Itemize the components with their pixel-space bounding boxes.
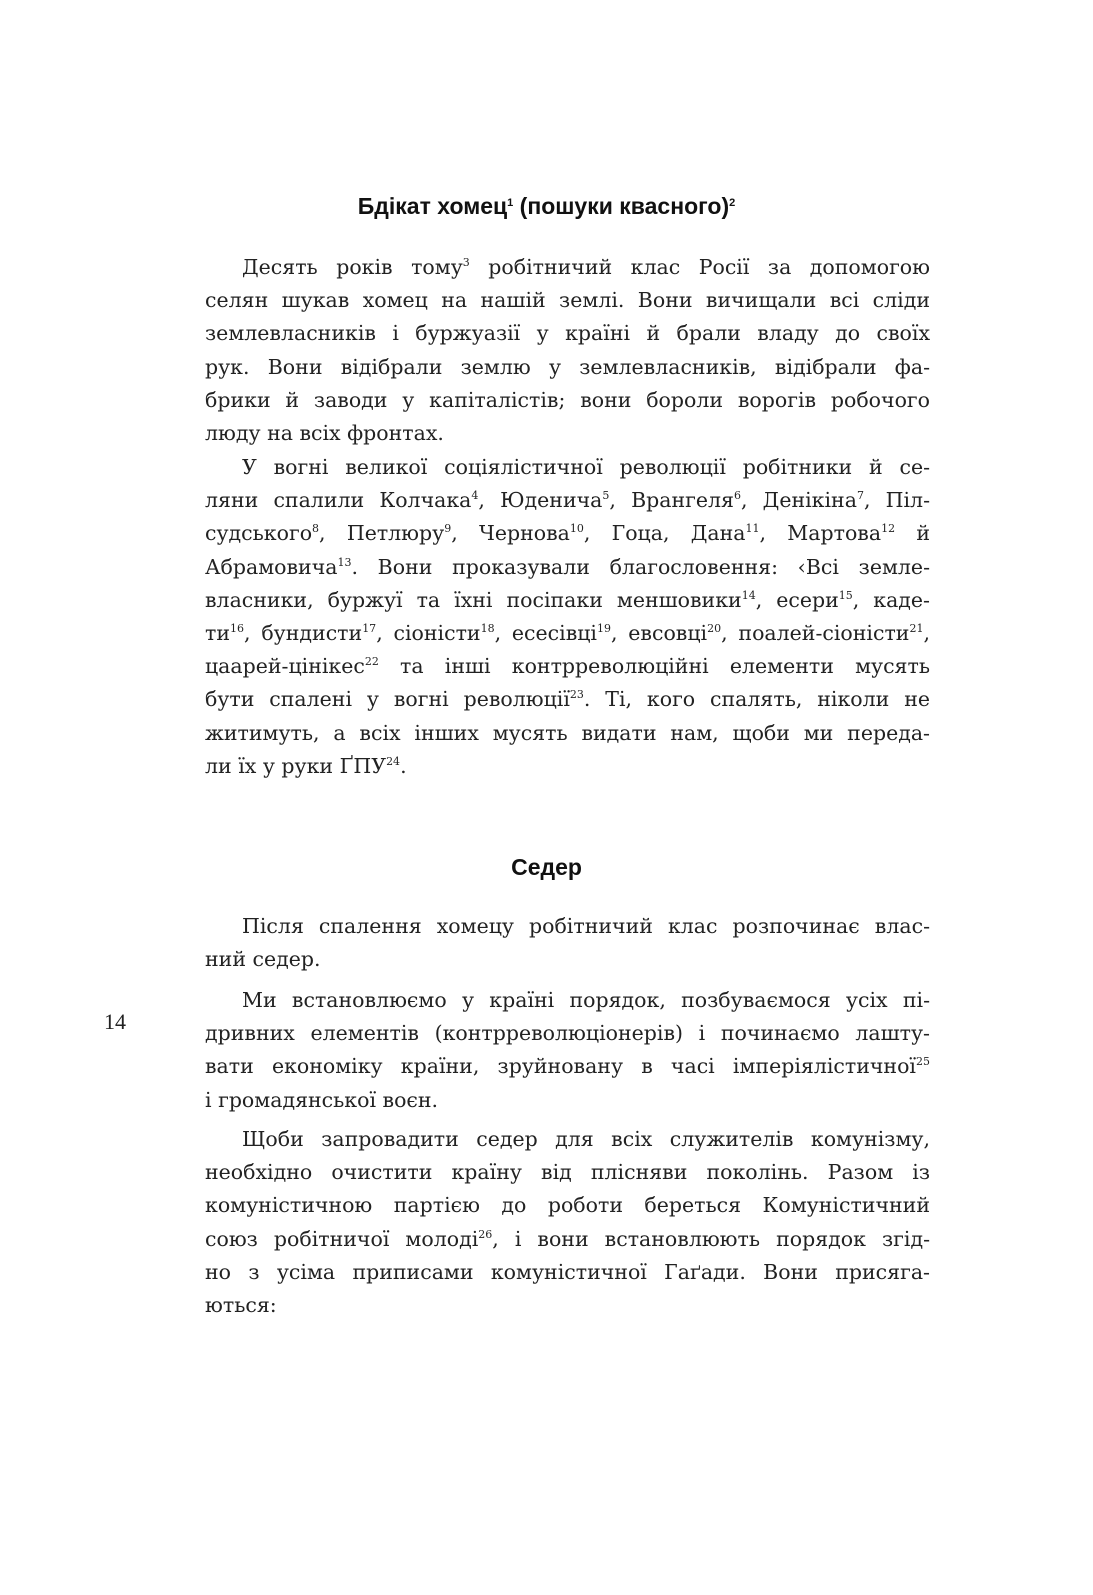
footnote-ref: 26 [478,1227,493,1241]
text-run: ний седер. [205,947,321,972]
footnote-ref: 15 [838,588,853,602]
text-line [205,1123,930,1156]
text-run: землевласників і буржуазії у країні й брали владу до своїх [205,321,930,346]
text-line [205,1017,930,1050]
text-run: , каде- [852,587,930,612]
text-run: , Мартова [759,521,882,546]
text-line [205,317,930,350]
text-run: У вогні великої соціялістичної революції робітники й се- [242,455,930,479]
footnote-ref: 13 [337,555,352,569]
text-run: ли їх у руки ҐПУ [205,753,387,778]
text-run: , Денікіна [740,488,857,513]
text-run: селян шукав хомец на нашій землі. Вони вичищали всі сліди [205,288,930,313]
section-heading-bdikat-chametz [0,193,1093,220]
section-heading-seder: Седер [511,854,582,880]
footnote-ref: 6 [733,488,741,502]
text-line [205,451,930,484]
text-line [205,1084,930,1117]
text-run: і громадянської воєн. [205,1087,439,1112]
footnote-ref: 24 [386,754,401,768]
text-line [205,251,930,284]
text-run: , Гоца, Дана [583,521,746,546]
text-run: рук. Вони відібрали землю у землевласників, відібрали фа- [205,354,930,379]
text-run: Щоби запровадити седер для всіх служителів комунізму, [242,1127,930,1151]
footnote-ref: 25 [916,1055,930,1069]
text-run: власники, буржуї та їхні посіпаки меншовики [205,587,742,612]
text-run: Ми встановлюємо у країні порядок, позбуваємося усіх пі- [242,988,930,1012]
text-line [205,1050,930,1083]
text-run: , Чернова [451,521,570,546]
footnote-ref: 4 [471,488,479,502]
text-run: Десять років тому [242,255,463,279]
footnote-ref: 21 [909,621,924,635]
text-run: Абрамовича [205,554,338,579]
text-run: , Піл- [863,488,930,513]
footnote-ref: 22 [364,654,379,668]
text-line [205,617,930,650]
text-line [205,284,930,317]
text-line [205,484,930,517]
text-run: ти [205,620,231,645]
text-line [205,683,930,716]
text-line [205,910,930,943]
footnote-ref: 2 [729,196,736,209]
paragraph [205,451,930,783]
text-run: житимуть, а всіх інших мусять видати нам, щоби ми переда- [205,720,930,745]
text-run: , [923,620,931,645]
footnote-ref: 18 [480,621,495,635]
text-run: , Юденича [478,488,603,513]
heading-text: Бдікат хомец [357,193,508,219]
footnote-ref: 1 [507,196,514,209]
text-run: комуністичною партією до роботи береться Комуністичний [205,1193,930,1218]
footnote-ref: 11 [745,522,760,536]
text-run: цаарей-цінікес [205,654,365,679]
text-run: но з усіма приписами комуністичної Гаґади. Вони присяга- [205,1259,930,1284]
paragraph [205,910,930,976]
text-run: вати економіку країни, зруйновану в часі імперіялістичної [205,1054,916,1079]
text-run: та інші контрреволюційні елементи мусять [378,654,930,679]
text-line [205,750,930,783]
paragraph [205,251,930,450]
text-run: судського [205,521,313,546]
text-line [205,943,930,976]
text-run: , есери [755,587,839,612]
text-line [205,1156,930,1189]
footnote-ref: 16 [230,621,245,635]
text-line [205,351,930,384]
text-run: , сіоністи [376,620,481,645]
text-line [205,517,930,550]
footnote-ref: 23 [569,688,584,702]
text-run: робітничий клас Росії за допомогою [469,255,930,279]
footnote-ref: 12 [881,522,896,536]
text-line [205,1223,930,1256]
footnote-ref: 17 [362,621,377,635]
text-run: бути спалені у вогні революції [205,687,570,712]
text-run: , Петлюру [319,521,445,546]
text-run: , і вони встановлюють порядок згід- [492,1226,930,1251]
footnote-ref: 7 [856,488,864,502]
text-run: Після спалення хомецу робітничий клас розпочинає влас- [242,914,930,938]
text-line [205,551,930,584]
footnote-ref: 9 [444,522,452,536]
text-line [205,384,930,417]
text-line [205,717,930,750]
text-line [205,1289,930,1322]
text-run: й [895,521,930,546]
text-run: . [400,753,407,778]
footnote-ref: 3 [462,255,470,269]
paragraph [205,984,930,1117]
footnote-ref: 19 [596,621,611,635]
text-line [205,584,930,617]
text-run: . Вони проказували благословення: ‹Всі земле- [351,554,930,579]
text-line [205,417,930,450]
text-line [205,1189,930,1222]
text-run: , поалей-сіоністи [721,620,910,645]
text-line [205,650,930,683]
text-run: дривних елементів (контрреволюціонерів) і починаємо лашту- [205,1021,930,1046]
text-run: брики й заводи у капіталістів; вони бороли ворогів робочого [205,387,930,412]
footnote-ref: 5 [602,488,610,502]
text-run: , есесівці [494,620,597,645]
text-run: необхідно очистити країну від плісняви поколінь. Разом із [205,1160,930,1185]
text-run: , Врангеля [609,488,734,513]
heading-subtitle: (пошуки квасного) [513,193,730,219]
text-run: ються: [205,1292,277,1317]
text-run: люду на всіх фронтах. [205,420,444,445]
footnote-ref: 10 [569,522,584,536]
page-number: 14 [104,1009,126,1034]
text-run: , бундисти [244,620,363,645]
text-line [205,1256,930,1289]
text-run: ляни спалили Колчака [205,488,472,513]
text-run: . Ті, кого спалять, ніколи не [583,687,930,712]
footnote-ref: 8 [312,522,320,536]
text-run: союз робітничої молоді [205,1226,479,1251]
footnote-ref: 14 [741,588,756,602]
text-run: , евсовці [610,620,708,645]
text-line [205,984,930,1017]
footnote-ref: 20 [707,621,722,635]
paragraph [205,1123,930,1322]
